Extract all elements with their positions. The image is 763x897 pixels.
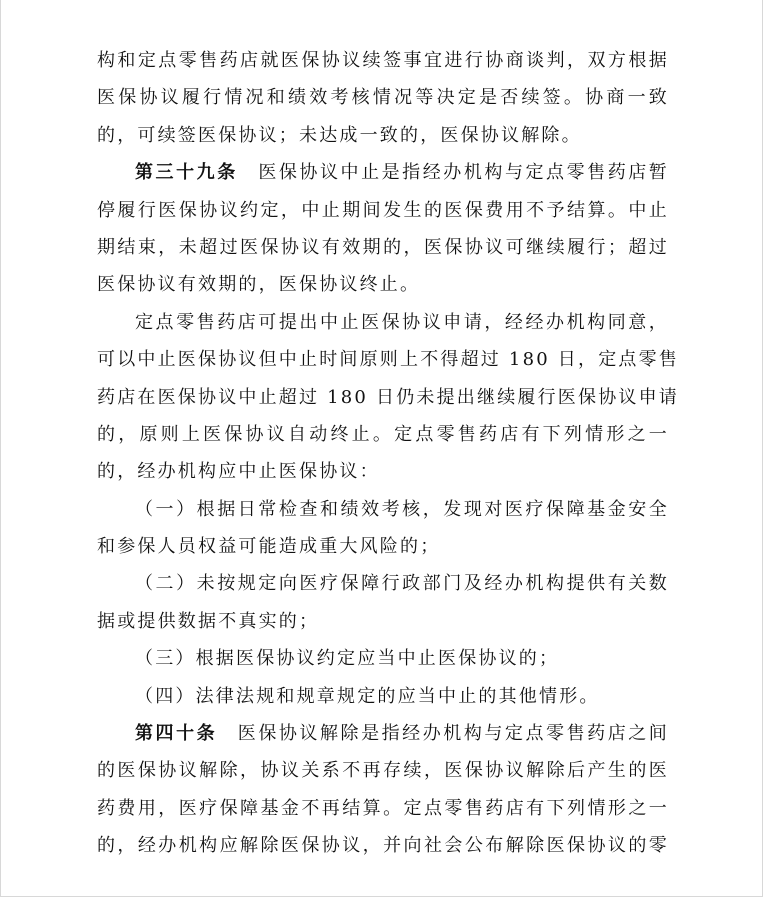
article-heading: 第三十九条 [135, 162, 238, 184]
text-line [97, 42, 669, 79]
line-text: 的，经办机构应中止医保协议： [97, 461, 380, 483]
line-text: （二）未按规定向医疗保障行政部门及经办机构提供有关数 [135, 573, 669, 595]
line-text: 可以中止医保协议但中止时间原则上不得超过 180 日，定点零售 [97, 349, 679, 371]
text-line [97, 416, 669, 453]
document-body [97, 42, 679, 865]
text-line [97, 528, 669, 565]
article-39-first-line [97, 154, 669, 191]
line-text: 的，可续签医保协议；未达成一致的，医保协议解除。 [97, 124, 582, 146]
list-item-2 [97, 565, 669, 602]
text-line [97, 229, 669, 266]
list-item-3 [97, 640, 669, 677]
text-line [97, 379, 679, 416]
line-text: 药店在医保协议中止超过 180 日仍未提出继续履行医保协议申请 [97, 386, 679, 408]
line-text: 的，经办机构应解除医保协议，并向社会公布解除医保协议的零 [97, 835, 669, 857]
text-line [97, 117, 669, 154]
line-text: 的，原则上医保协议自动终止。定点零售药店有下列情形之一 [97, 423, 669, 445]
line-text: 药费用，医疗保障基金不再结算。定点零售药店有下列情形之一 [97, 797, 669, 819]
line-text: 构和定点零售药店就医保协议续签事宜进行协商谈判，双方根据 [97, 50, 669, 71]
article-40-first-line [97, 715, 669, 752]
text-line [97, 79, 669, 116]
article-heading: 第四十条 [135, 723, 218, 745]
text-line [97, 603, 669, 640]
line-text: 停履行医保协议约定，中止期间发生的医保费用不予结算。中止 [97, 199, 669, 221]
line-text: 的医保协议解除，协议关系不再存续，医保协议解除后产生的医 [97, 760, 669, 782]
line-text: 期结束，未超过医保协议有效期的，医保协议可继续履行；超过 [97, 236, 669, 258]
line-text: （一）根据日常检查和绩效考核，发现对医疗保障基金安全 [135, 498, 669, 520]
text-line [97, 453, 669, 490]
line-text: 医保协议履行情况和绩效考核情况等决定是否续签。协商一致 [97, 87, 669, 109]
text-line [97, 752, 669, 789]
line-text: 据或提供数据不真实的； [97, 610, 320, 632]
text-line [97, 304, 669, 341]
line-text: 医保协议有效期的，医保协议终止。 [97, 274, 421, 296]
text-line [97, 341, 679, 378]
line-text: （三）根据医保协议约定应当中止医保协议的； [135, 648, 560, 670]
line-text: 医保协议解除是指经办机构与定点零售药店之间 [217, 723, 669, 745]
list-item-4 [97, 678, 669, 715]
text-line [97, 266, 669, 303]
line-text: 医保协议中止是指经办机构与定点零售药店暂 [237, 162, 670, 184]
line-text: （四）法律法规和规章规定的应当中止的其他情形。 [135, 685, 600, 707]
text-line [97, 790, 669, 827]
line-text: 和参保人员权益可能造成重大风险的； [97, 536, 441, 558]
line-text: 定点零售药店可提出中止医保协议申请，经经办机构同意， [135, 311, 669, 333]
text-line [97, 192, 669, 229]
text-line [97, 827, 669, 864]
list-item-1 [97, 491, 669, 528]
